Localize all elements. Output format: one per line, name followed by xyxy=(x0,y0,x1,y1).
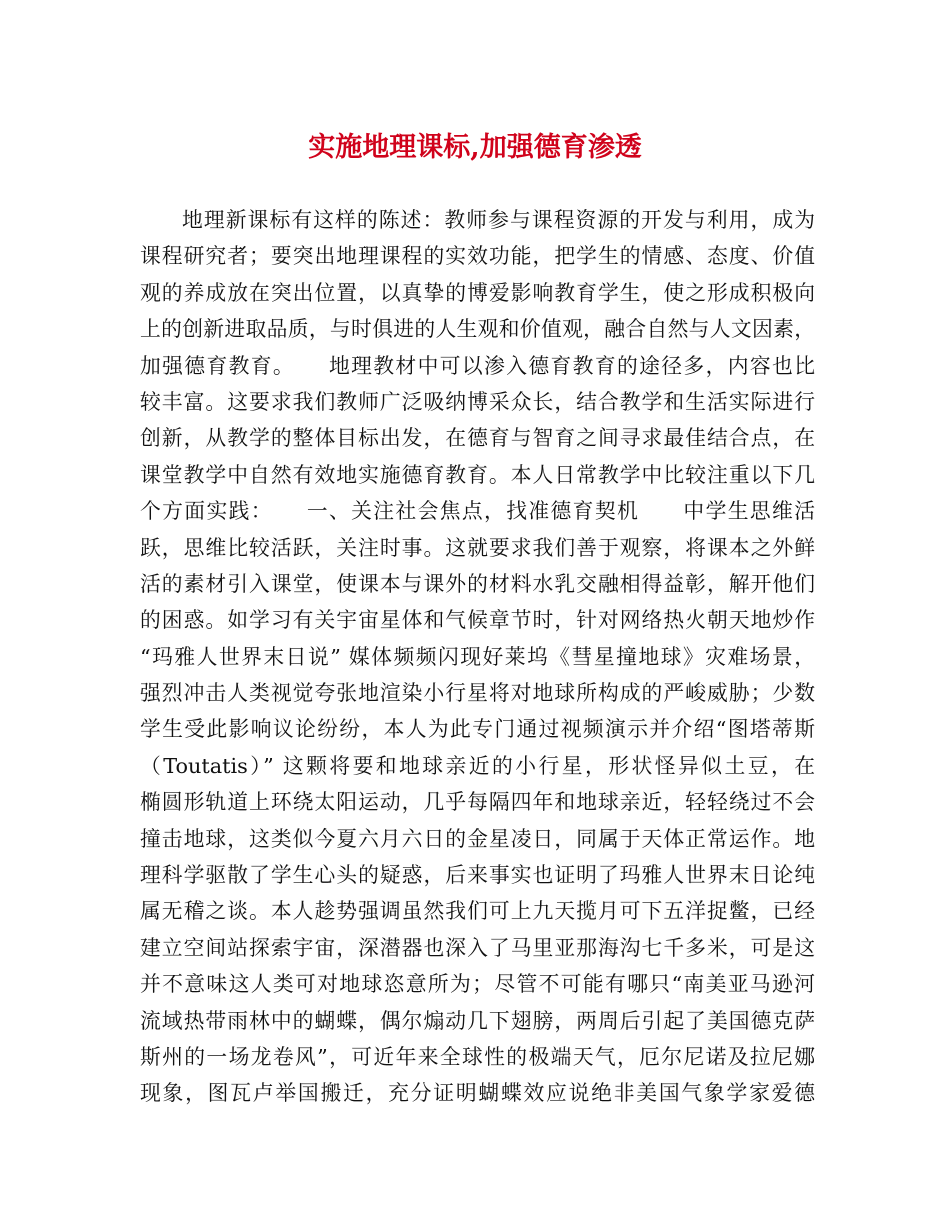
paragraph-line: 属无稽之谈。本人趁势强调虽然我们可上九天揽月可下五洋捉鳖，已经 xyxy=(140,899,815,924)
paragraph-line: 较丰富。这要求我们教师广泛吸纳博采众长，结合教学和生活实际进行 xyxy=(140,389,815,414)
paragraph-line: 跃，思维比较活跃，关注时事。这就要求我们善于观察，将课本之外鲜 xyxy=(140,535,815,560)
paragraph-line: 个方面实践： 一、关注社会焦点，找准德育契机 中学生思维活 xyxy=(140,499,815,524)
paragraph-line: 建立空间站探索宇宙，深潜器也深入了马里亚那海沟七千多米，可是这 xyxy=(140,935,815,960)
paragraph-line: 活的素材引入课堂，使课本与课外的材料水乳交融相得益彰，解开他们 xyxy=(140,571,815,596)
paragraph-line: 课堂教学中自然有效地实施德育教育。本人日常教学中比较注重以下几 xyxy=(140,462,815,487)
paragraph-line: 的困惑。如学习有关宇宙星体和气候章节时，针对网络热火朝天地炒作 xyxy=(140,608,815,633)
paragraph-line: 现象，图瓦卢举国搬迁，充分证明蝴蝶效应说绝非美国气象学家爱德 xyxy=(140,1081,815,1106)
paragraph-line: （Toutatis）” 这颗将要和地球亲近的小行星，形状怪异似土豆，在 xyxy=(140,753,815,778)
paragraph-line: 理科学驱散了学生心头的疑惑，后来事实也证明了玛雅人世界末日论纯 xyxy=(140,863,815,888)
paragraph-line: 斯州的一场龙卷风”，可近年来全球性的极端天气，厄尔尼诺及拉尼娜 xyxy=(140,1044,815,1069)
paragraph-line: 并不意味这人类可对地球恣意所为；尽管不可能有哪只“南美亚马逊河 xyxy=(140,972,815,997)
paragraph-line: 课程研究者；要突出地理课程的实效功能，把学生的情感、态度、价值 xyxy=(140,244,815,269)
paragraph-line: 创新，从教学的整体目标出发，在德育与智育之间寻求最佳结合点，在 xyxy=(140,426,815,451)
paragraph-line: 撞击地球，这类似今夏六月六日的金星凌日，同属于天体正常运作。地 xyxy=(140,826,815,851)
document-body xyxy=(140,202,815,1112)
paragraph-line: 流域热带雨林中的蝴蝶，偶尔煽动几下翅膀，两周后引起了美国德克萨 xyxy=(140,1008,815,1033)
paragraph-line: 强烈冲击人类视觉夸张地渲染小行星将对地球所构成的严峻威胁；少数 xyxy=(140,681,815,706)
paragraph-line: 学生受此影响议论纷纷，本人为此专门通过视频演示并介绍“图塔蒂斯 xyxy=(140,717,815,742)
paragraph-line: 加强德育教育。 地理教材中可以渗入德育教育的途径多，内容也比 xyxy=(140,353,815,378)
paragraph-line: 椭圆形轨道上环绕太阳运动，几乎每隔四年和地球亲近，轻轻绕过不会 xyxy=(140,790,815,815)
paragraph-line: 上的创新进取品质，与时俱进的人生观和价值观，融合自然与人文因素， xyxy=(140,317,815,342)
paragraph-line: 地理新课标有这样的陈述：教师参与课程资源的开发与利用，成为 xyxy=(182,208,815,232)
paragraph-line: 观的养成放在突出位置，以真挚的博爱影响教育学生，使之形成积极向 xyxy=(140,280,815,305)
paragraph-line: “玛雅人世界末日说” 媒体频频闪现好莱坞《彗星撞地球》灾难场景， xyxy=(140,644,815,669)
document-title: 实施地理课标,加强德育渗透 xyxy=(308,132,642,163)
